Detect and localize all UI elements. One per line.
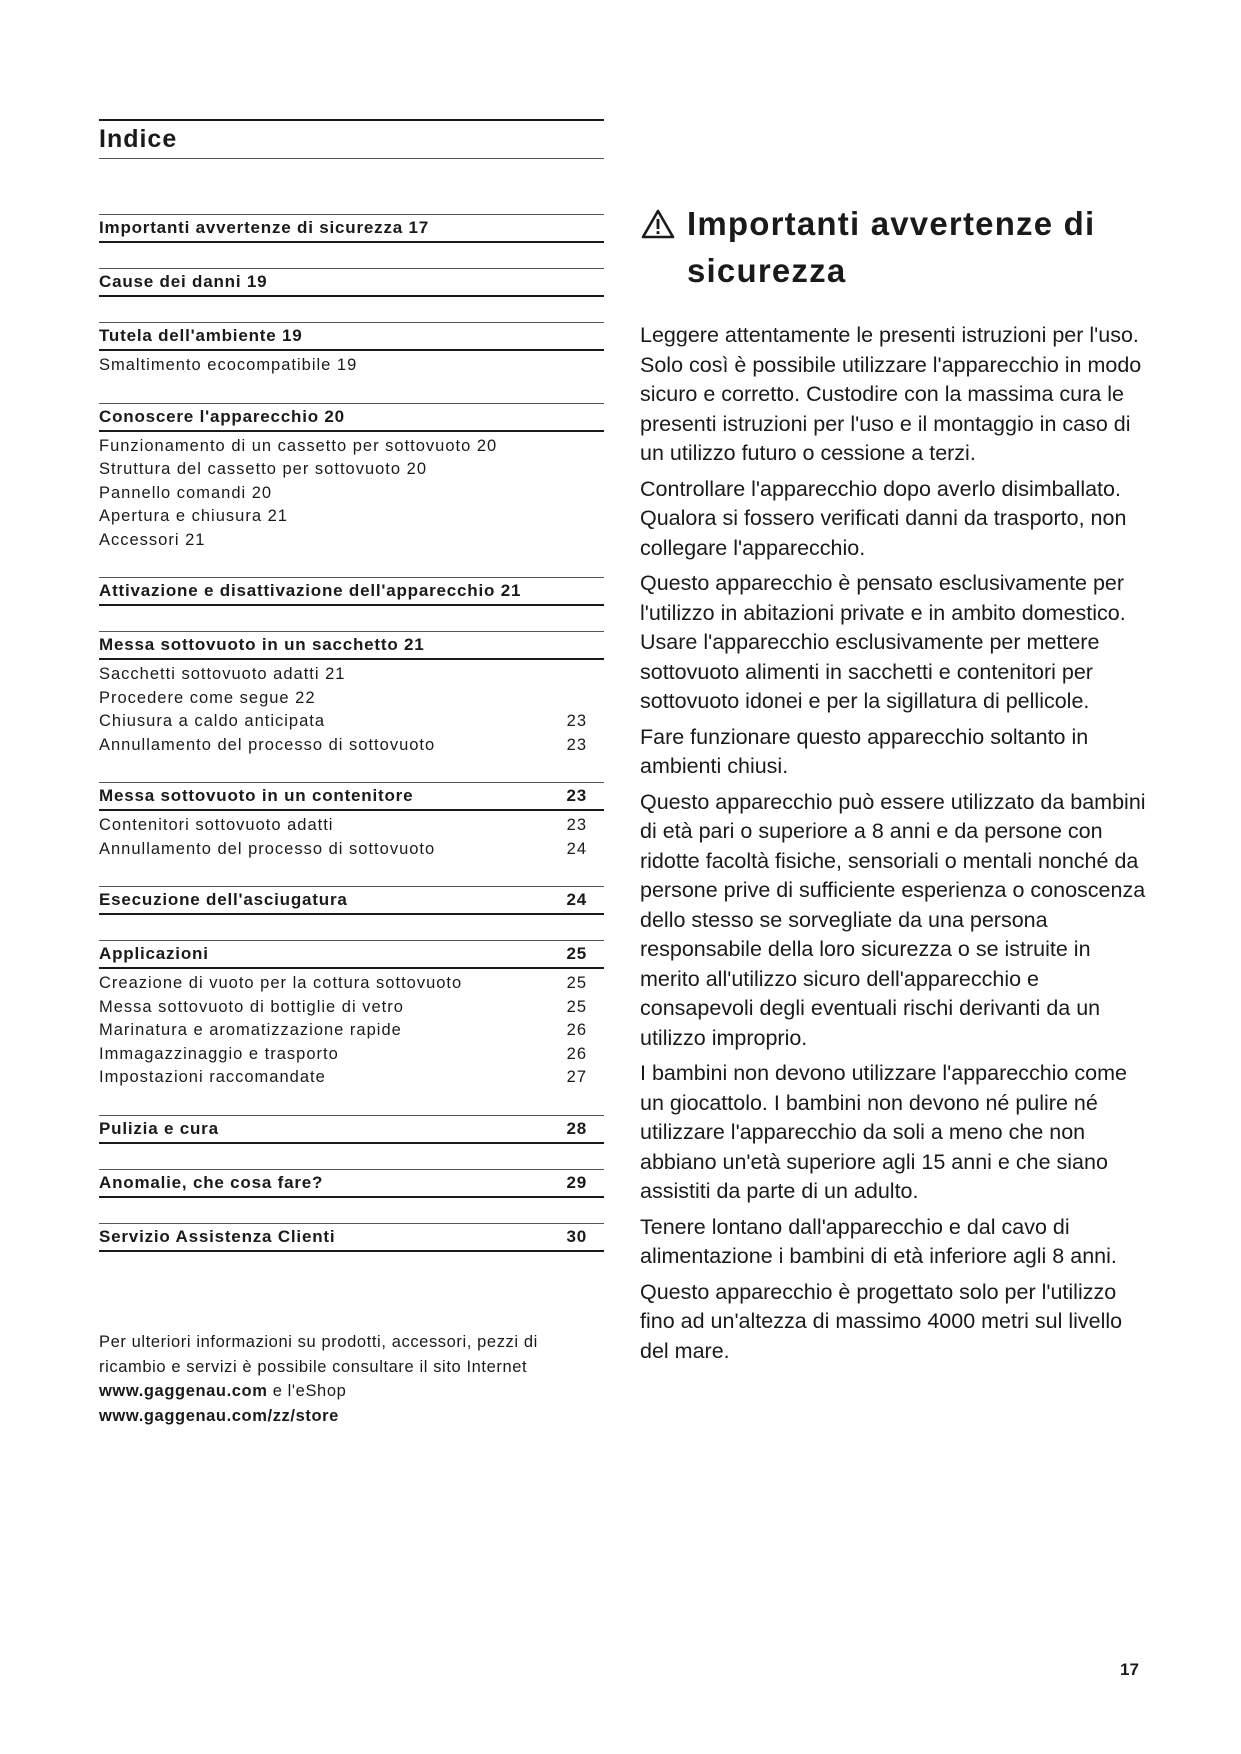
toc-item[interactable] — [99, 996, 604, 1020]
toc-item-label: Annullamento del processo di sottovuoto — [99, 839, 436, 858]
toc-item-label: Annullamento del processo di sottovuoto — [99, 735, 436, 754]
safety-title-text: Importanti avvertenze di sicurezza — [687, 205, 1096, 289]
toc-section-page: 30 — [566, 1226, 587, 1246]
page-number: 17 — [1120, 1660, 1139, 1679]
toc-item-page — [587, 529, 604, 553]
toc-item-label: Apertura e chiusura 21 — [99, 507, 288, 525]
toc-section-title: Anomalie, che cosa fare? — [99, 1172, 324, 1192]
toc-section-title: Cause dei danni 19 — [99, 272, 268, 291]
info-note — [99, 1330, 609, 1428]
toc-section-heading[interactable] — [99, 782, 604, 811]
toc-item-page — [587, 458, 604, 482]
toc-item[interactable] — [99, 972, 604, 996]
toc-section-title: Tutela dell'ambiente 19 — [99, 326, 303, 345]
toc-section — [99, 631, 604, 757]
toc-item-page: 24 — [566, 839, 587, 858]
toc-section-heading[interactable] — [99, 1169, 604, 1198]
toc-item[interactable] — [99, 435, 604, 459]
toc-section-heading[interactable] — [99, 1115, 604, 1144]
toc-item[interactable] — [99, 529, 604, 553]
toc-section-title: Servizio Assistenza Clienti — [99, 1226, 336, 1246]
safety-paragraph: Controllare l'apparecchio dopo averlo disimballato. Qualora si fossero verificati danni da trasporto, non collegare l'apparecchio. — [640, 476, 1127, 560]
toc-item-label: Pannello comandi 20 — [99, 483, 273, 502]
toc-section-page — [587, 632, 604, 658]
toc-item-page — [587, 435, 604, 459]
toc-section — [99, 782, 604, 861]
toc-section-heading[interactable] — [99, 940, 604, 969]
toc-section-page — [587, 269, 604, 295]
toc-item-page: 27 — [566, 1068, 587, 1086]
toc-item-label: Immagazzinaggio e trasporto — [99, 1044, 339, 1063]
toc-section-heading[interactable] — [99, 886, 604, 915]
toc-item-page: 26 — [566, 1021, 587, 1039]
toc-section-title: Messa sottovuoto in un sacchetto 21 — [99, 635, 425, 654]
toc-section-title: Pulizia e cura — [99, 1118, 219, 1138]
toc-section-page — [587, 404, 604, 430]
toc-item-page — [587, 354, 604, 378]
toc-item[interactable] — [99, 1043, 604, 1067]
toc-section-heading[interactable] — [99, 631, 604, 660]
safety-paragraph: Tenere lontano dall'apparecchio e dal cavo di alimentazione i bambini di età inferiore agli 8 anni. — [640, 1214, 1117, 1268]
safety-paragraph: Questo apparecchio può essere utilizzato da bambini di età pari o superiore a 8 anni e da persone con ridotte facoltà fisiche, sensoriali o mentali nonché da persone prive di sufficiente esperienza o conoscenza dello stesso se sorvegliate da una persona responsabile della loro sicurezza o se istruite in merito all'utilizzo sicuro dell'apparecchio e consapevoli degli eventuali rischi derivanti da un utilizzo improprio. — [640, 789, 1146, 1050]
toc-section-page: 23 — [566, 786, 587, 805]
toc-sections — [99, 214, 604, 1252]
eshop-link[interactable]: www.gaggenau.com/zz/store — [99, 1406, 339, 1425]
toc-item-page: 23 — [566, 712, 587, 730]
safety-paragraph: Questo apparecchio è pensato esclusivamente per l'utilizzo in abitazioni private e in ambito domestico. Usare l'apparecchio esclusivamente per mettere sottovuoto alimenti in sacchetti e contenitori per sottovuoto idonei e per la sigillatura di pellicole. — [640, 571, 1126, 713]
toc-item-page — [587, 687, 604, 711]
note-text-2: e l'eShop — [272, 1382, 347, 1400]
toc-item[interactable] — [99, 354, 604, 378]
toc-item[interactable] — [99, 687, 604, 711]
table-of-contents — [99, 119, 604, 1277]
toc-section-heading[interactable] — [99, 577, 604, 606]
index-title: Indice — [99, 119, 604, 159]
safety-paragraph: Fare funzionare questo apparecchio soltanto in ambienti chiusi. — [640, 724, 1089, 778]
toc-section — [99, 322, 604, 378]
toc-section-page: 29 — [566, 1172, 587, 1192]
toc-section — [99, 940, 604, 1090]
toc-section-heading[interactable] — [99, 268, 604, 297]
toc-section-title: Conoscere l'apparecchio 20 — [99, 406, 345, 426]
toc-section-title: Importanti avvertenze di sicurezza 17 — [99, 218, 430, 237]
toc-section-page: 25 — [566, 944, 587, 963]
toc-item-label: Procedere come segue 22 — [99, 688, 316, 707]
toc-item-page: 26 — [566, 1044, 587, 1063]
safety-title — [640, 200, 1155, 294]
toc-section — [99, 403, 604, 553]
safety-paragraphs — [640, 321, 1155, 1366]
safety-section — [640, 200, 1155, 1372]
toc-item-label: Sacchetti sottovuoto adatti 21 — [99, 665, 346, 683]
toc-section — [99, 1115, 604, 1144]
toc-section-heading[interactable] — [99, 403, 604, 432]
note-text-1: Per ulteriori informazioni su prodotti, accessori, pezzi di ricambio e servizi è possibile consultare il sito Internet — [99, 1333, 538, 1376]
toc-item[interactable] — [99, 1066, 604, 1090]
toc-item-label: Funzionamento di un cassetto per sottovuoto 20 — [99, 436, 498, 455]
toc-section — [99, 1223, 604, 1252]
toc-section-heading[interactable] — [99, 322, 604, 351]
toc-item[interactable] — [99, 482, 604, 506]
toc-item-page — [587, 482, 604, 506]
toc-item[interactable] — [99, 1019, 604, 1043]
website-link[interactable]: www.gaggenau.com — [99, 1382, 268, 1400]
toc-section — [99, 577, 604, 606]
toc-item-label: Accessori 21 — [99, 530, 206, 549]
toc-section-page — [587, 215, 604, 241]
toc-section-page — [587, 578, 604, 604]
toc-item-page: 25 — [566, 974, 587, 992]
toc-item[interactable] — [99, 458, 604, 482]
toc-item-label: Struttura del cassetto per sottovuoto 20 — [99, 460, 428, 478]
toc-section — [99, 1169, 604, 1198]
toc-section-page — [587, 323, 604, 349]
toc-item-label: Messa sottovuoto di bottiglie di vetro — [99, 997, 404, 1016]
toc-item[interactable] — [99, 710, 604, 734]
toc-item-label: Contenitori sottovuoto adatti — [99, 816, 334, 834]
toc-section-page: 24 — [566, 890, 587, 909]
toc-item-page: 23 — [566, 816, 587, 834]
toc-section-title: Messa sottovuoto in un contenitore — [99, 786, 414, 805]
warning-triangle-icon — [640, 208, 676, 240]
toc-item[interactable] — [99, 505, 604, 529]
toc-item[interactable] — [99, 663, 604, 687]
toc-item-page — [587, 663, 604, 687]
toc-section — [99, 214, 604, 243]
safety-paragraph: Questo apparecchio è progettato solo per l'utilizzo fino ad un'altezza di massimo 4000 metri sul livello del mare. — [640, 1279, 1123, 1363]
toc-section-title: Esecuzione dell'asciugatura — [99, 890, 348, 909]
toc-section-heading[interactable] — [99, 1223, 604, 1252]
toc-item-label: Smaltimento ecocompatibile 19 — [99, 356, 358, 374]
toc-section-heading[interactable] — [99, 214, 604, 243]
toc-item-page: 25 — [566, 997, 587, 1016]
toc-item-label: Impostazioni raccomandate — [99, 1068, 326, 1086]
toc-item-page: 23 — [566, 735, 587, 754]
toc-item-label: Chiusura a caldo anticipata — [99, 712, 326, 730]
toc-item-label: Creazione di vuoto per la cottura sottovuoto — [99, 974, 463, 992]
toc-item[interactable] — [99, 838, 604, 862]
toc-section-page: 28 — [566, 1118, 587, 1138]
safety-paragraph: I bambini non devono utilizzare l'apparecchio come un giocattolo. I bambini non devono né pulire né utilizzare l'apparecchio da soli a meno che non abbiano un'età superiore agli 15 anni e che siano assistiti da parte di un adulto. — [640, 1061, 1127, 1203]
toc-section-title: Attivazione e disattivazione dell'apparecchio 21 — [99, 581, 522, 600]
toc-section-title: Applicazioni — [99, 944, 209, 963]
toc-item-label: Marinatura e aromatizzazione rapide — [99, 1021, 402, 1039]
safety-paragraph: Leggere attentamente le presenti istruzioni per l'uso. Solo così è possibile utilizzare l'apparecchio in modo sicuro e corretto. Custodire con la massima cura le presenti istruzioni per l'uso e il montaggio in caso di un utilizzo futuro o cessione a terzi. — [640, 323, 1142, 465]
toc-item-page — [587, 505, 604, 529]
toc-section — [99, 268, 604, 297]
toc-section — [99, 886, 604, 915]
toc-item[interactable] — [99, 814, 604, 838]
toc-item[interactable] — [99, 734, 604, 758]
